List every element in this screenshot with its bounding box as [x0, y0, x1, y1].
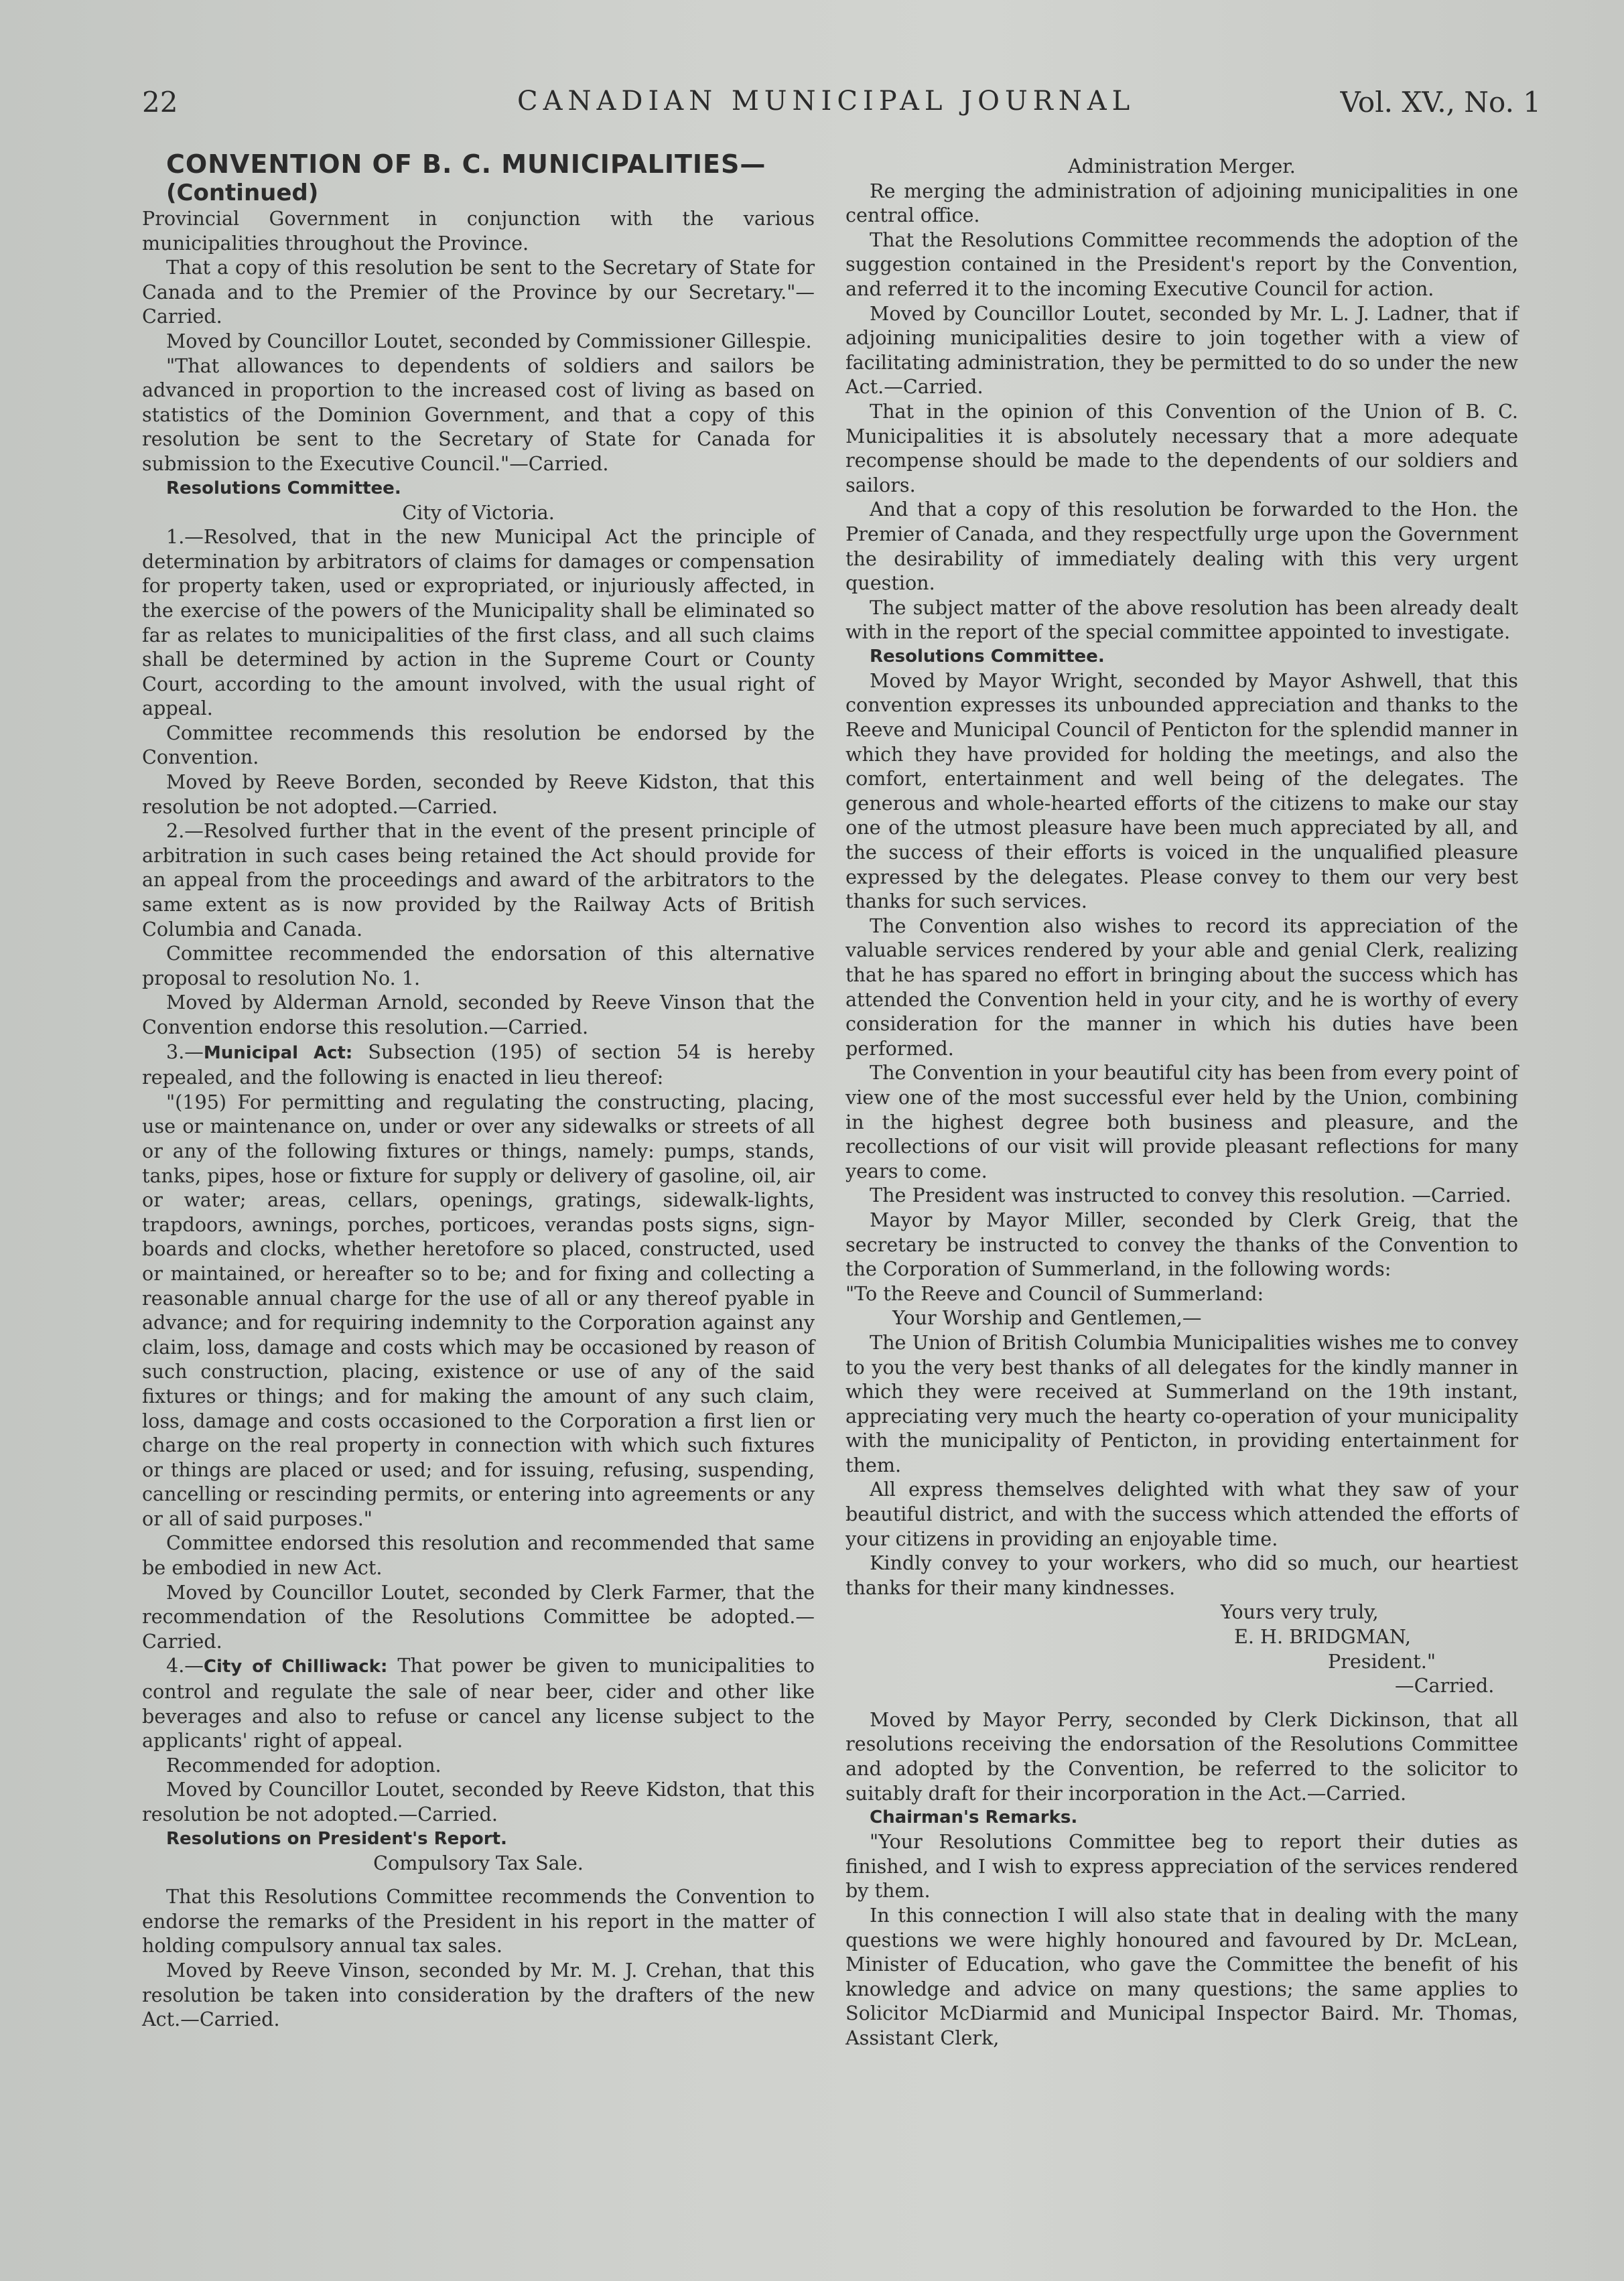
- paragraph: Kindly convey to your workers, who did so much, our heartiest thanks for their many kindnesses.: [845, 1551, 1518, 1599]
- page-number: 22: [142, 86, 178, 119]
- signature-title: President.": [1328, 1649, 1436, 1673]
- paragraph: Moved by Councillor Loutet, seconded by Clerk Farmer, that the recommendation of the Resolutions Committee be adopted.—Carried.: [142, 1580, 815, 1653]
- journal-title: CANADIAN MUNICIPAL JOURNAL: [517, 86, 1136, 117]
- paragraph: "(195) For permitting and regulating the constructing, placing, use or maintenance on, under or over any sidewalks or streets of all or any of the following fixtures or things, namely: pumps, stands, tanks, pipes, hose or fixture for supply or delivery of gasoline, oil, air or water; areas, cellars, openings, gratings, sidewalk-lights, trapdoors, awnings, porches, porticoes, verandas posts signs, sign-boards and clocks, whether heretofore so placed, constructed, used or maintained, or hereafter so to be; and for fixing and collecting a reasonable annual charge for the use of all or any thereof pyable in advance; and for requiring indemnity to the Corporation against any claim, loss, damage and costs which may be occasioned by reason of such construction, placing, existence or use of any of the said fixtures or things; and for making the amount of any such claim, loss, damage and costs occasioned to the Corporation a first lien or charge on the real property in connection with which such fixtures or things are placed or used; and for issuing, refusing, suspending, cancelling or rescinding permits, or entering into agreements or any or all of said purposes.": [142, 1090, 815, 1530]
- paragraph: The Union of British Columbia Municipalities wishes me to convey to you the very best thanks of all delegates for the kindly manner in which they were received at Summerland on the 19th instant, appreciating very much the hearty co-operation of your municipality with the municipality of Penticton, in providing entertainment for them.: [845, 1330, 1518, 1476]
- signature-closing: Yours very truly,: [1221, 1600, 1379, 1624]
- left-column: [142, 149, 815, 2032]
- volume-number: Vol. XV., No. 1: [1340, 86, 1541, 119]
- section-heading: Resolutions on President's Report.: [166, 1828, 507, 1849]
- item-number: 4.—: [166, 1654, 204, 1677]
- paragraph: Moved by Councillor Loutet, seconded by Commissioner Gillespie.: [166, 329, 812, 352]
- paragraph: Committee recommends this resolution be endorsed by the Convention.: [142, 721, 815, 769]
- paragraph: That the Resolutions Committee recommends the adoption of the suggestion contained in the President's report by the Convention, and referred it to the incoming Executive Council for action.: [845, 228, 1518, 300]
- paragraph: That a copy of this resolution be sent to the Secretary of State for Canada and to the Premier of the Province by our Secretary."—Carried.: [142, 256, 815, 328]
- letter-salutation: "To the Reeve and Council of Summerland:: [845, 1282, 1264, 1305]
- run-in-heading: Municipal Act:: [203, 1042, 353, 1063]
- paragraph: Committee endorsed this resolution and recommended that same be embodied in new Act.: [142, 1531, 815, 1580]
- paragraph: Moved by Mayor Wright, seconded by Mayor Ashwell, that this convention expresses its unbounded appreciation and thanks to the Reeve and Municipal Council of Penticton for the splendid manner in which they have provided for holding the meetings, and also the comfort, entertainment and well being of the delegates. The generous and whole-hearted efforts of the citizens to make our stay one of the utmost pleasure have been much appreciated by all, and the success of their efforts is voiced in the unqualified pleasure expressed by the delegates. Please convey to them our very best thanks for such services.: [845, 669, 1518, 913]
- section-heading: Resolutions Committee.: [166, 478, 401, 498]
- subsection-heading: Administration Merger.: [1068, 155, 1296, 178]
- paragraph: The Convention also wishes to record its appreciation of the valuable services rendered by your able and genial Clerk, realizing that he has spared no effort in bringing about the success which has attended the Convention held in your city, and he is worthy of every consideration for the manner in which his duties have been performed.: [845, 914, 1518, 1060]
- paragraph: The Convention in your beautiful city has been from every point of view one of the most successful ever held by the Union, combining in the highest degree both business and pleasure, and the recollections of our visit will provide pleasant reflections for many years to come.: [845, 1061, 1518, 1182]
- paragraph: Committee recommended the endorsation of this alternative proposal to resolution No. 1.: [142, 942, 815, 989]
- subsection-heading: Compulsory Tax Sale.: [373, 1851, 584, 1874]
- right-column: [845, 149, 1518, 2051]
- paragraph: And that a copy of this resolution be forwarded to the Hon. the Premier of Canada, and they respectfully urge upon the Government the desirability of immediately dealing with this very urgent question.: [845, 498, 1518, 595]
- section-heading: Resolutions Committee.: [870, 646, 1105, 667]
- paragraph-text: Subsection (195) of section 54 is hereby repealed, and the following is enacted in lieu thereof:: [142, 1040, 815, 1089]
- section-heading: Chairman's Remarks.: [870, 1807, 1078, 1828]
- paragraph: Recommended for adoption.: [166, 1753, 442, 1777]
- subsection-heading: City of Victoria.: [402, 500, 555, 524]
- paragraph-text: That power be given to municipalities to control and regulate the sale of near beer, cider and other like beverages and also to refuse or cancel any license subject to the applicants' right of appeal.: [142, 1654, 815, 1752]
- paragraph: The President was instructed to convey this resolution. —Carried.: [870, 1184, 1511, 1207]
- paragraph: Re merging the administration of adjoining municipalities in one central office.: [845, 179, 1518, 227]
- paragraph: [142, 1040, 815, 1090]
- paragraph: All express themselves delighted with what they saw of your beautiful district, and with the success which attended the efforts of your citizens in providing an enjoyable time.: [845, 1478, 1518, 1550]
- paragraph: "Your Resolutions Committee beg to report their duties as finished, and I wish to express appreciation of the services rendered by them.: [845, 1830, 1518, 1903]
- letter-greeting: Your Worship and Gentlemen,—: [892, 1306, 1202, 1330]
- paragraph: 2.—Resolved further that in the event of the present principle of arbitration in such cases being retained the Act should provide for an appeal from the proceedings and award of the arbitrators to the same extent as is now provided by the Railway Acts of British Columbia and Canada.: [142, 819, 815, 941]
- paragraph: That this Resolutions Committee recommends the Convention to endorse the remarks of the President in his report in the matter of holding compulsory annual tax sales.: [142, 1885, 815, 1957]
- page-header: [142, 86, 1541, 126]
- signature-name: E. H. BRIDGMAN,: [1234, 1625, 1411, 1649]
- paragraph: In this connection I will also state that in dealing with the many questions we were highly honoured and favoured by Dr. McLean, Minister of Education, who gave the Committee the benefit of his knowledge and advice on many questions; the same applies to Solicitor McDiarmid and Municipal Inspector Baird. Mr. Thomas, Assistant Clerk,: [845, 1903, 1518, 2049]
- paragraph: [142, 1653, 815, 1752]
- run-in-heading: City of Chilliwack:: [203, 1657, 388, 1677]
- paragraph: Provincial Government in conjunction with the various municipalities throughout the Province.: [142, 207, 815, 255]
- paragraph: Moved by Alderman Arnold, seconded by Reeve Vinson that the Convention endorse this resolution.—Carried.: [142, 991, 815, 1038]
- paragraph: Moved by Reeve Borden, seconded by Reeve Kidston, that this resolution be not adopted.—Carried.: [142, 770, 815, 818]
- paragraph: Moved by Councillor Loutet, seconded by Reeve Kidston, that this resolution be not adopted.—Carried.: [142, 1778, 815, 1825]
- paragraph: The subject matter of the above resolution has been already dealt with in the report of the special committee appointed to investigate.: [845, 596, 1518, 644]
- paragraph: Moved by Councillor Loutet, seconded by Mr. L. J. Ladner, that if adjoining municipalities desire to join together with a view of facilitating administration, they be permitted to do so under the new Act.—Carried.: [845, 301, 1518, 399]
- item-number: 3.—: [166, 1040, 204, 1063]
- paragraph: 1.—Resolved, that in the new Municipal Act the principle of determination by arbitrators of claims for damages or compensation for property taken, used or expropriated, or injuriously affected, in the exercise of the powers of the Municipality shall be eliminated so far as relates to municipalities of the first class, and all such claims shall be determined by action in the Supreme Court or County Court, according to the amount involved, with the usual right of appeal.: [142, 525, 815, 720]
- paragraph: That in the opinion of this Convention of the Union of B. C. Municipalities it is absolutely necessary that a more adequate recompense should be made to the dependents of our soldiers and sailors.: [845, 399, 1518, 496]
- paragraph: Moved by Reeve Vinson, seconded by Mr. M. J. Crehan, that this resolution be taken into consideration by the drafters of the new Act.—Carried.: [142, 1958, 815, 2031]
- carried-note: —Carried.: [1395, 1674, 1495, 1698]
- paragraph: "That allowances to dependents of soldiers and sailors be advanced in proportion to the increased cost of living as based on statistics of the Dominion Government, and that a copy of this resolution be sent to the Secretary of State for Canada for submission to the Executive Council."—Carried.: [142, 354, 815, 475]
- article-title: CONVENTION OF B. C. MUNICIPALITIES—: [166, 149, 766, 179]
- paragraph: Moved by Mayor Perry, seconded by Clerk Dickinson, that all resolutions receiving the endorsation of the Resolutions Committee and adopted by the Convention, be referred to the solicitor to suitably draft for their incorporation in the Act.—Carried.: [845, 1708, 1518, 1805]
- paragraph: Mayor by Mayor Miller, seconded by Clerk Greig, that the secretary be instructed to convey the thanks of the Convention to the Corporation of Summerland, in the following words:: [845, 1208, 1518, 1281]
- article-subtitle: (Continued): [166, 180, 319, 206]
